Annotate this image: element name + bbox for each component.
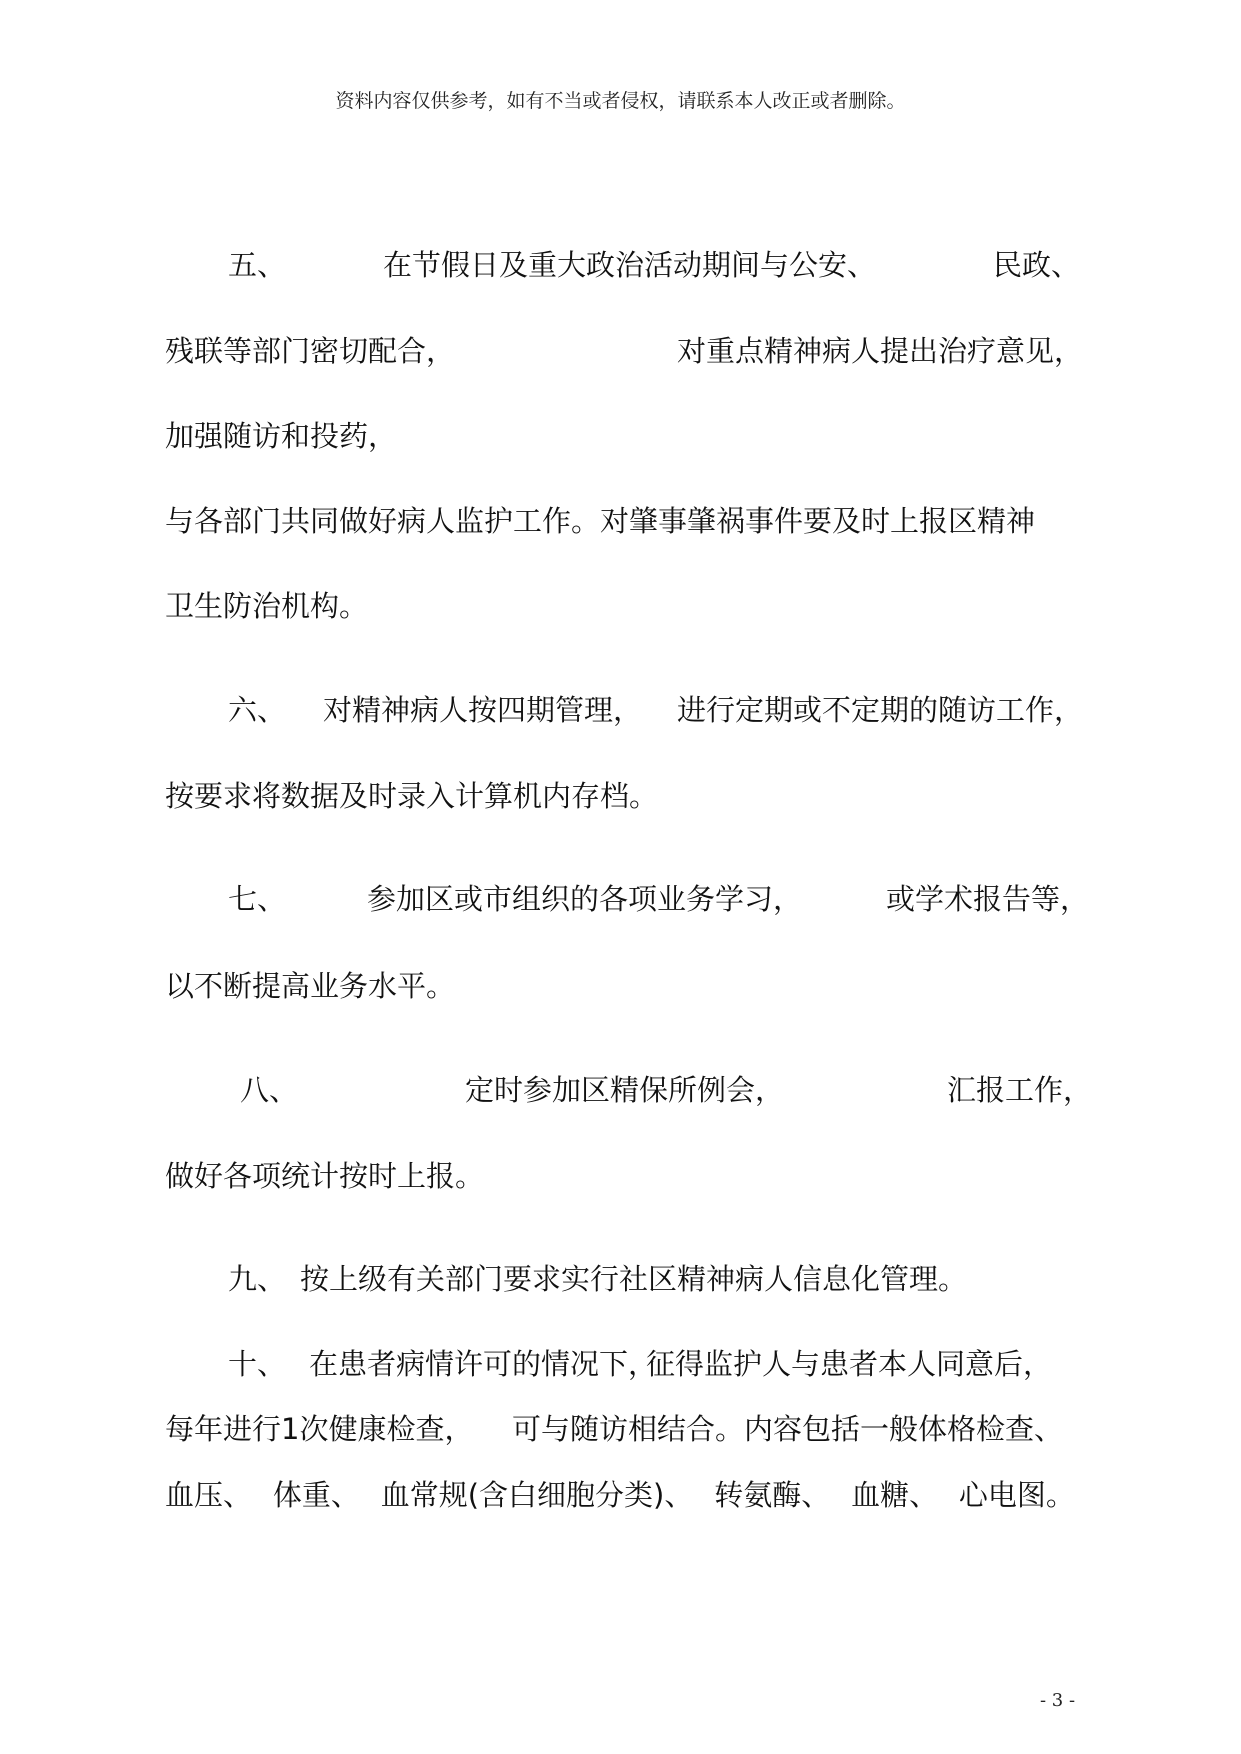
p5-line4: 与各部门共同做好病人监护工作。对肇事肇祸事件要及时上报区精神 xyxy=(165,504,1036,538)
p5-line1-num: 五、 xyxy=(228,248,287,282)
p6-line1-text: 对精神病人按四期管理， xyxy=(323,693,643,727)
p10-item-blood-sugar: 血糖、 xyxy=(851,1478,939,1512)
p10-line1-num: 十、 xyxy=(228,1347,287,1381)
disclaimer-header: 资料内容仅供参考，如有不当或者侵权，请联系本人改正或者删除。 xyxy=(335,90,906,112)
p10-item-blood-routine: 血常规(含白细胞分类)、 xyxy=(380,1478,694,1512)
p7-line1-text: 参加区或市组织的各项业务学习， xyxy=(367,882,803,916)
p10-line2-start: 每年进行1次健康检查， xyxy=(165,1412,474,1446)
p8-line1-text: 定时参加区精保所例会， xyxy=(465,1073,785,1107)
p8-line1-num: 八、 xyxy=(240,1073,299,1107)
p5-line2-start: 残联等部门密切配合， xyxy=(165,334,456,368)
p10-item-blood-pressure: 血压、 xyxy=(165,1478,253,1512)
p5-line1-end: 民政、 xyxy=(993,248,1081,282)
p8-line1-end: 汇报工作， xyxy=(947,1073,1093,1107)
p6-line1-end: 进行定期或不定期的随访工作， xyxy=(677,693,1084,727)
p9-line1-text: 按上级有关部门要求实行社区精神病人信息化管理。 xyxy=(300,1262,968,1296)
p5-line1-text: 在节假日及重大政治活动期间与公安、 xyxy=(383,248,877,282)
p10-line3 xyxy=(165,1478,1075,1512)
page-number: - 3 - xyxy=(1040,1690,1076,1711)
p6-line2: 按要求将数据及时录入计算机内存档。 xyxy=(165,779,659,813)
p10-item-transaminase: 转氨酶、 xyxy=(714,1478,831,1512)
p7-line2: 以不断提高业务水平。 xyxy=(165,969,456,1003)
p5-line2-end: 对重点精神病人提出治疗意见， xyxy=(677,334,1084,368)
p8-line2: 做好各项统计按时上报。 xyxy=(165,1159,485,1193)
p10-item-ecg: 心电图。 xyxy=(958,1478,1075,1512)
p6-line1-num: 六、 xyxy=(228,693,287,727)
p10-line2-end: 可与随访相结合。内容包括一般体格检查、 xyxy=(512,1412,1064,1446)
p5-line3: 加强随访和投药， xyxy=(165,419,398,453)
p10-line1-text: 在患者病情许可的情况下， xyxy=(309,1347,658,1381)
p10-line1-end: 征得监护人与患者本人同意后， xyxy=(646,1347,1053,1381)
p9-line1-num: 九、 xyxy=(228,1262,287,1296)
p10-item-weight: 体重、 xyxy=(272,1478,360,1512)
p7-line1-num: 七、 xyxy=(228,882,287,916)
p7-line1-end: 或学术报告等， xyxy=(886,882,1090,916)
p5-line5: 卫生防治机构。 xyxy=(165,589,369,623)
